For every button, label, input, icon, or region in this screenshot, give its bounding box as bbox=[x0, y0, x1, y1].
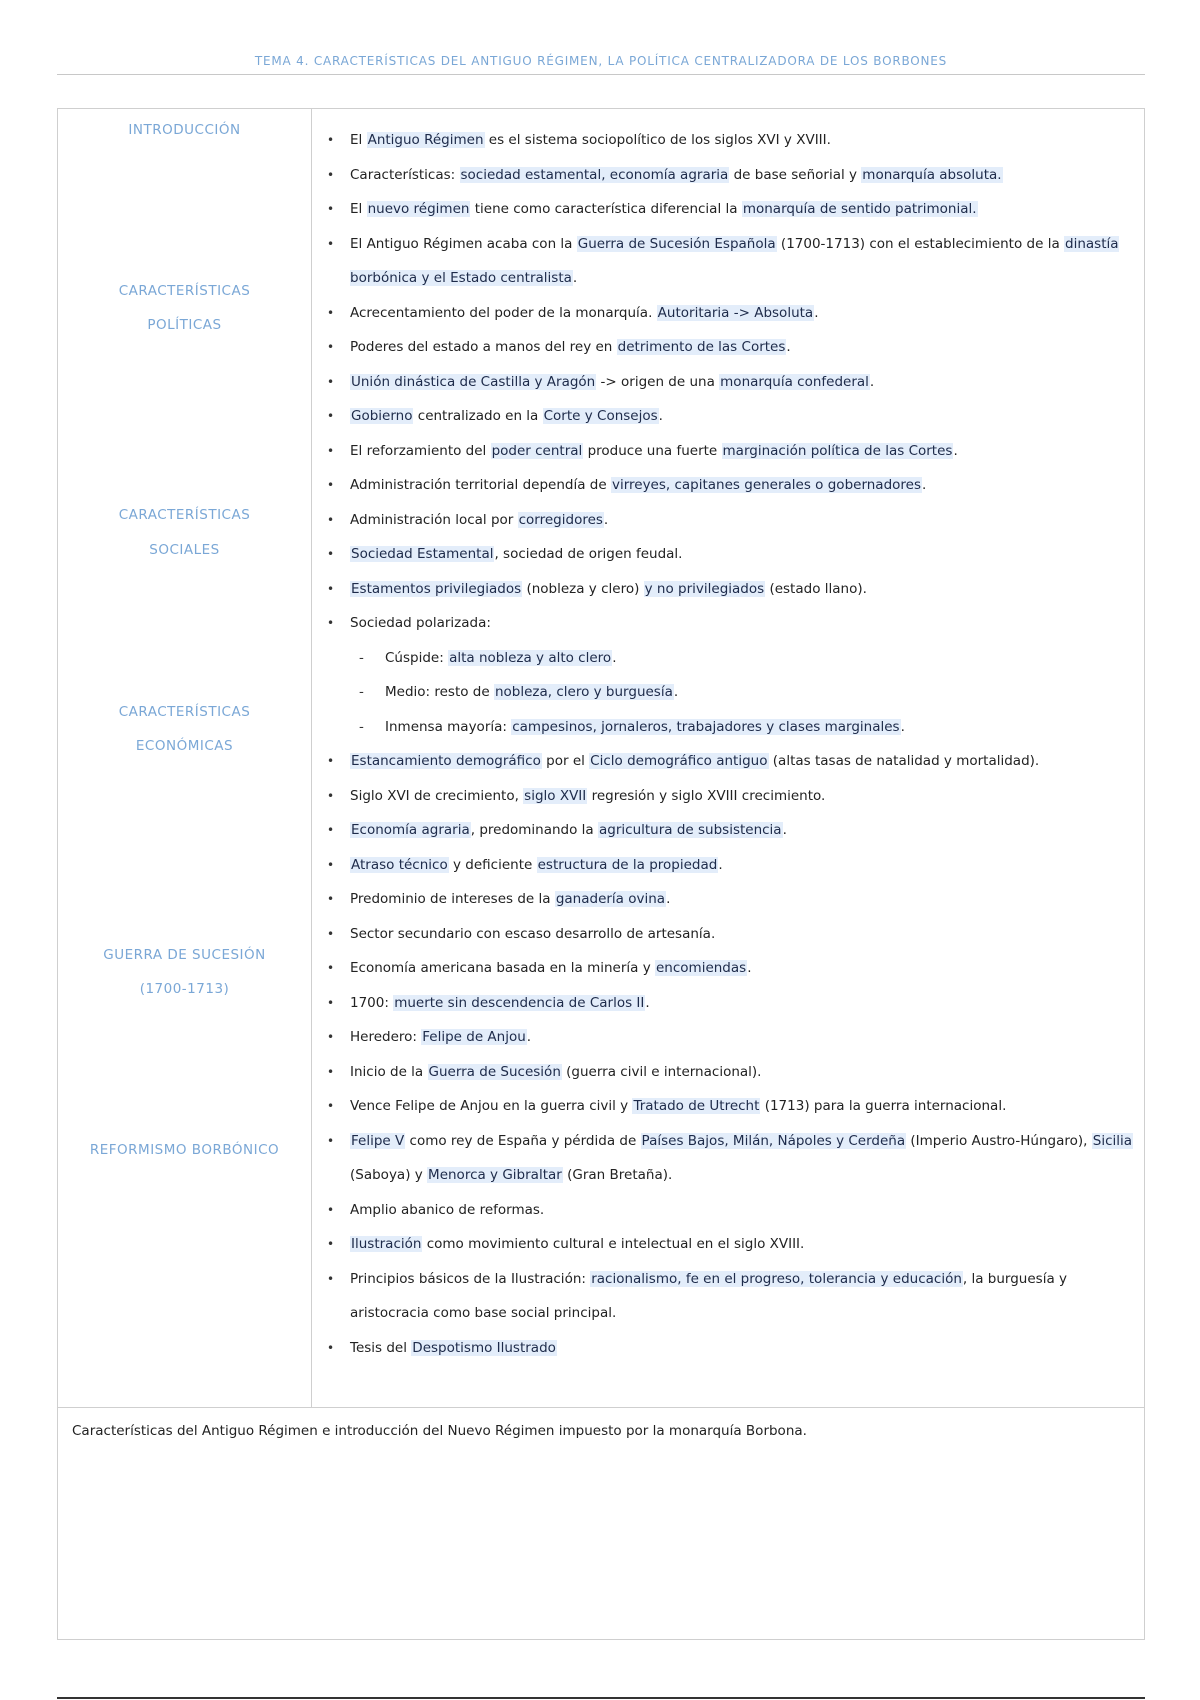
highlighted-text: monarquía absoluta. bbox=[862, 166, 1002, 183]
note-text: centralizado en la bbox=[413, 408, 543, 424]
note-text: . bbox=[718, 856, 723, 873]
note-item bbox=[312, 882, 1144, 917]
note-text: . bbox=[612, 649, 617, 666]
note-text: y deficiente bbox=[448, 856, 537, 873]
highlighted-text: nuevo régimen bbox=[367, 201, 470, 217]
notes-list bbox=[312, 109, 1144, 1365]
note-text: (altas tasas de natalidad y mortalidad). bbox=[768, 753, 1040, 769]
highlighted-text: muerte sin descendencia de Carlos II bbox=[394, 994, 645, 1011]
note-text: Heredero: bbox=[350, 1029, 422, 1045]
highlighted-text: Felipe V bbox=[351, 1132, 405, 1149]
highlighted-text: Países Bajos, Milán, Nápoles y Cerdeña bbox=[641, 1132, 906, 1149]
note-text: (1700-1713) con el establecimiento de la bbox=[776, 235, 1065, 252]
highlighted-text: agricultura de subsistencia bbox=[599, 822, 782, 838]
note-item bbox=[312, 572, 1144, 607]
note-text: , predominando la bbox=[470, 822, 598, 838]
highlighted-text: encomiendas bbox=[656, 960, 747, 976]
sub-note-item bbox=[312, 641, 1144, 676]
note-text: Medio: resto de bbox=[385, 684, 494, 700]
highlighted-text: dinastía borbónica y el Estado centralista bbox=[350, 235, 1119, 286]
note-text: (Gran Bretaña). bbox=[562, 1167, 673, 1183]
note-item bbox=[312, 123, 1144, 158]
highlighted-text: Atraso técnico bbox=[351, 856, 448, 873]
note-item bbox=[312, 1055, 1144, 1090]
note-item bbox=[312, 227, 1144, 296]
highlighted-text: Despotismo Ilustrado bbox=[412, 1339, 556, 1356]
note-text: Vence Felipe de Anjou en la guerra civil y bbox=[350, 1098, 633, 1114]
highlighted-text: campesinos, jornaleros, trabajadores y clases marginales bbox=[512, 718, 900, 735]
note-text: . bbox=[922, 477, 927, 493]
highlighted-text: siglo XVII bbox=[524, 787, 587, 804]
note-text: . bbox=[572, 270, 578, 286]
note-item bbox=[312, 537, 1144, 572]
note-text: , la burguesía y aristocracia como base social principal. bbox=[350, 1270, 1067, 1321]
footer-divider bbox=[57, 1697, 1145, 1699]
highlighted-text: Guerra de Sucesión Española bbox=[577, 235, 776, 252]
highlighted-text: monarquía confederal bbox=[720, 373, 869, 390]
note-item bbox=[312, 399, 1144, 434]
note-text: . bbox=[666, 891, 671, 907]
header-divider bbox=[57, 74, 1145, 75]
highlighted-text: Menorca y Gibraltar bbox=[428, 1167, 562, 1183]
note-item bbox=[312, 468, 1144, 503]
note-item bbox=[312, 1020, 1144, 1055]
highlighted-text: Antiguo Régimen bbox=[367, 132, 484, 148]
note-text: Inicio de la bbox=[350, 1063, 428, 1080]
note-text: es el sistema sociopolítico de los siglos XVI y XVIII. bbox=[484, 132, 831, 148]
note-item bbox=[312, 1262, 1144, 1331]
note-item bbox=[312, 1089, 1144, 1124]
note-text: como rey de España y pérdida de bbox=[405, 1132, 641, 1149]
highlighted-text: Corte y Consejos bbox=[543, 408, 658, 424]
note-text: . bbox=[953, 442, 958, 459]
note-item bbox=[312, 158, 1144, 193]
note-item bbox=[312, 1124, 1144, 1193]
note-text: Predominio de intereses de la bbox=[350, 891, 555, 907]
note-text: (Saboya) y bbox=[350, 1167, 428, 1183]
cornell-notes-table bbox=[57, 108, 1145, 1640]
note-item bbox=[312, 296, 1144, 331]
highlighted-text: corregidores bbox=[518, 511, 603, 528]
note-text: Siglo XVI de crecimiento, bbox=[350, 787, 524, 804]
note-text: Principios básicos de la Ilustración: bbox=[350, 1270, 591, 1287]
note-text: El reforzamiento del bbox=[350, 442, 491, 459]
highlighted-text: poder central bbox=[491, 442, 583, 459]
highlighted-text: Tratado de Utrecht bbox=[633, 1098, 760, 1114]
cue-guerra-line2: (1700-1713) bbox=[139, 981, 230, 997]
cue-column bbox=[58, 109, 312, 1407]
highlighted-text: detrimento de las Cortes bbox=[617, 339, 786, 355]
note-item bbox=[312, 192, 1144, 227]
highlighted-text: Sicilia bbox=[1092, 1132, 1133, 1149]
note-text: Inmensa mayoría: bbox=[385, 718, 512, 735]
note-text: -> origen de una bbox=[596, 373, 720, 390]
highlighted-text: Felipe de Anjou bbox=[422, 1029, 526, 1045]
highlighted-text: ganadería ovina bbox=[555, 891, 666, 907]
sub-note-item bbox=[312, 710, 1144, 745]
note-text: . bbox=[814, 304, 819, 321]
note-item bbox=[312, 1193, 1144, 1228]
cue-guerra-line1: GUERRA DE SUCESIÓN bbox=[103, 947, 266, 963]
note-text: , sociedad de origen feudal. bbox=[494, 546, 683, 562]
highlighted-text: Unión dinástica de Castilla y Aragón bbox=[351, 373, 596, 390]
highlighted-text: Estamentos privilegiados bbox=[351, 580, 522, 597]
highlighted-text: alta nobleza y alto clero bbox=[449, 649, 612, 666]
note-text: Tesis del bbox=[350, 1339, 412, 1356]
highlighted-text: sociedad estamental, economía agraria bbox=[460, 166, 729, 183]
note-text: Sector secundario con escaso desarrollo de artesanía. bbox=[350, 925, 716, 942]
note-item bbox=[312, 365, 1144, 400]
summary-section bbox=[58, 1407, 1144, 1639]
note-text: 1700: bbox=[350, 994, 394, 1011]
note-text: El Antiguo Régimen acaba con la bbox=[350, 235, 577, 252]
highlighted-text: Ciclo demográfico antiguo bbox=[590, 753, 768, 769]
highlighted-text: nobleza, clero y burguesía bbox=[494, 684, 673, 700]
note-item bbox=[312, 330, 1144, 365]
cue-economicas-line1: CARACTERÍSTICAS bbox=[118, 704, 251, 720]
highlighted-text: monarquía de sentido patrimonial. bbox=[742, 201, 977, 217]
highlighted-text: Estancamiento demográfico bbox=[351, 753, 541, 769]
note-item bbox=[312, 813, 1144, 848]
note-item bbox=[312, 1227, 1144, 1262]
highlighted-text: Economía agraria bbox=[351, 822, 470, 838]
note-item bbox=[312, 434, 1144, 469]
note-text: produce una fuerte bbox=[583, 442, 722, 459]
cue-sociales-line2: SOCIALES bbox=[149, 542, 220, 558]
page-header-title: TEMA 4. CARACTERÍSTICAS DEL ANTIGUO RÉGIMEN, LA POLÍTICA CENTRALIZADORA DE LOS BORBONES bbox=[254, 54, 948, 68]
note-text: regresión y siglo XVIII crecimiento. bbox=[587, 787, 826, 804]
note-text: . bbox=[782, 822, 787, 838]
highlighted-text: Ilustración bbox=[351, 1236, 422, 1252]
note-item bbox=[312, 606, 1144, 641]
cue-economicas-line2: ECONÓMICAS bbox=[135, 738, 234, 754]
cue-sociales-line1: CARACTERÍSTICAS bbox=[118, 507, 251, 523]
note-item bbox=[312, 744, 1144, 779]
highlighted-text: Guerra de Sucesión bbox=[428, 1063, 561, 1080]
highlighted-text: Sociedad Estamental bbox=[351, 546, 494, 562]
note-item bbox=[312, 986, 1144, 1021]
note-text: (Imperio Austro-Húngaro), bbox=[906, 1132, 1092, 1149]
note-item bbox=[312, 1331, 1144, 1366]
note-text: Sociedad polarizada: bbox=[350, 615, 491, 631]
notes-column bbox=[312, 109, 1144, 1407]
highlighted-text: marginación política de las Cortes bbox=[722, 442, 953, 459]
note-text: Amplio abanico de reformas. bbox=[350, 1201, 545, 1218]
note-text: Administración local por bbox=[350, 511, 518, 528]
note-text: Características: bbox=[350, 166, 460, 183]
highlighted-text: Gobierno bbox=[351, 408, 413, 424]
note-text: por el bbox=[541, 753, 590, 769]
note-text: Poderes del estado a manos del rey en bbox=[350, 339, 617, 355]
highlighted-text: racionalismo, fe en el progreso, tolerancia y educación bbox=[591, 1270, 962, 1287]
note-text: . bbox=[526, 1029, 532, 1045]
sub-note-item bbox=[312, 675, 1144, 710]
note-text: (nobleza y clero) bbox=[522, 580, 644, 597]
cue-politicas-line2: POLÍTICAS bbox=[147, 317, 222, 333]
note-text: como movimiento cultural e intelectual en el siglo XVIII. bbox=[422, 1236, 805, 1252]
highlighted-text: y no privilegiados bbox=[644, 580, 765, 597]
cue-politicas-line1: CARACTERÍSTICAS bbox=[118, 283, 251, 299]
note-text: . bbox=[869, 373, 875, 390]
note-item bbox=[312, 951, 1144, 986]
note-text: . bbox=[645, 994, 650, 1011]
note-text: Cúspide: bbox=[385, 649, 449, 666]
note-text: El bbox=[350, 132, 367, 148]
note-item bbox=[312, 917, 1144, 952]
note-text: . bbox=[786, 339, 791, 355]
note-text: de base señorial y bbox=[729, 166, 862, 183]
highlighted-text: Autoritaria -> Absoluta bbox=[657, 304, 814, 321]
note-text: Administración territorial dependía de bbox=[350, 477, 611, 493]
cue-reformismo: REFORMISMO BORBÓNICO bbox=[89, 1142, 280, 1158]
note-text: tiene como característica diferencial la bbox=[470, 201, 742, 217]
note-item bbox=[312, 779, 1144, 814]
highlighted-text: virreyes, capitanes generales o gobernadores bbox=[611, 477, 922, 493]
note-text: Economía americana basada en la minería y bbox=[350, 960, 655, 976]
note-item bbox=[312, 503, 1144, 538]
note-item bbox=[312, 848, 1144, 883]
note-text: Acrecentamiento del poder de la monarquía. bbox=[350, 304, 657, 321]
note-text: (estado llano). bbox=[765, 580, 867, 597]
highlighted-text: estructura de la propiedad bbox=[537, 856, 718, 873]
note-text: . bbox=[900, 718, 905, 735]
note-text: . bbox=[658, 408, 663, 424]
note-text: El bbox=[350, 201, 367, 217]
note-text: (guerra civil e internacional). bbox=[561, 1063, 762, 1080]
cue-introduccion: INTRODUCCIÓN bbox=[128, 122, 241, 138]
summary-text: Características del Antiguo Régimen e introducción del Nuevo Régimen impuesto por la monarquía Borbona. bbox=[72, 1423, 807, 1439]
note-text: . bbox=[747, 960, 752, 976]
note-text: (1713) para la guerra internacional. bbox=[760, 1098, 1007, 1114]
note-text: . bbox=[673, 684, 679, 700]
note-text: . bbox=[603, 511, 609, 528]
